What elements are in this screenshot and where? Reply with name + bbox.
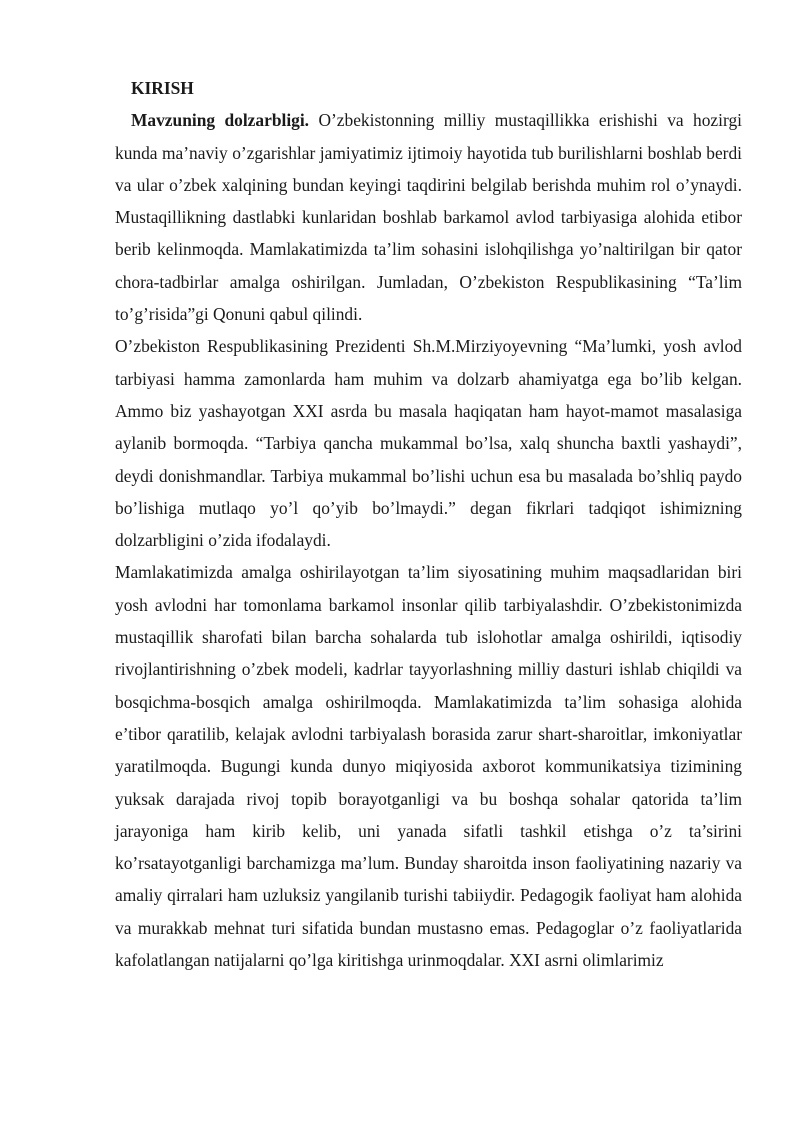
paragraph-text: O’zbekiston Respublikasining Prezidenti Sh.M.Mirziyoyevning “Ma’lumki, yosh avlod tarbiyasi hamma zamonlarda ham muhim va dolzarb ahamiyatga ega bo’lib kelgan. Ammo biz yashayotgan XXI asrda bu masala haqiqatan ham hayot-mamot masalasiga aylanib bormoqda. “Tarbiya qancha mukammal bo’lsa, xalq shuncha baxtli yashaydi”, deydi donishmandlar. Tarbiya mukammal bo’lishi uchun esa bu masalada bo’shliq paydo bo’lishiga mutlaqo yo’l qo’yib bo’lmaydi.” degan fikrlari tadqiqot ishimizning dolzarbligini o’zida ifodalaydi. xyxy=(115,336,742,551)
document-page xyxy=(115,72,742,976)
paragraph-president-quote xyxy=(115,330,742,556)
paragraph-education-policy xyxy=(115,556,742,976)
paragraph-text: O’zbekistonning milliy mustaqillikka erishishi va hozirgi kunda ma’naviy o’zgarishlar jamiyatimiz ijtimoiy hayotida tub burilishlarni boshlab berdi va ular o’zbek xalqining bundan keyingi taqdirini belgilab berishda muhim rol o’ynaydi. Mustaqillikning dastlabki kunlaridan boshlab barkamol avlod tarbiyasiga alohida etibor berib kelinmoqda. Mamlakatimizda ta’lim sohasini islohqilishga yo’naltirilgan bir qator chora-tadbirlar amalga oshirilgan. Jumladan, O’zbekiston Respublikasining “Ta’lim to’g’risida”gi Qonuni qabul qilindi. xyxy=(115,110,742,325)
paragraph-relevance xyxy=(115,104,742,330)
paragraph-lead: Mavzuning dolzarbligi. xyxy=(131,110,310,131)
paragraph-text: Mamlakatimizda amalga oshirilayotgan ta’lim siyosatining muhim maqsadlaridan biri yosh avlodni har tomonlama barkamol insonlar qilib tarbiyalashdir. O’zbekistonimizda mustaqillik sharofati bilan barcha sohalarda tub islohotlar amalga oshirildi, iqtisodiy rivojlantirishning o’zbek modeli, kadrlar tayyorlashning milliy dasturi ishlab chiqildi va bosqichma-bosqich amalga oshirilmoqda. Mamlakatimizda ta’lim sohasiga alohida e’tibor qaratilib, kelajak avlodni tarbiyalash borasida zarur shart-sharoitlar, imkoniyatlar yaratilmoqda. Bugungi kunda dunyo miqiyosida axborot kommunikatsiya tizimining yuksak darajada rivoj topib borayotganligi va bu boshqa sohalar qatorida ta’lim jarayoniga ham kirib kelib, uni yanada sifatli tashkil etishga o’z ta’sirini ko’rsatayotganligi barchamizga ma’lum. Bunday sharoitda inson faoliyatining nazariy va amaliy qirralari ham uzluksiz yangilanib turishi tabiiydir. Pedagogik faoliyat ham alohida va murakkab mehnat turi sifatida bundan mustasno emas. Pedagoglar o’z faoliyatlarida kafolatlangan natijalarni qo’lga kiritishga urinmoqdalar. XXI asrni olimlarimiz xyxy=(115,562,742,971)
section-heading: KIRISH xyxy=(131,78,194,98)
